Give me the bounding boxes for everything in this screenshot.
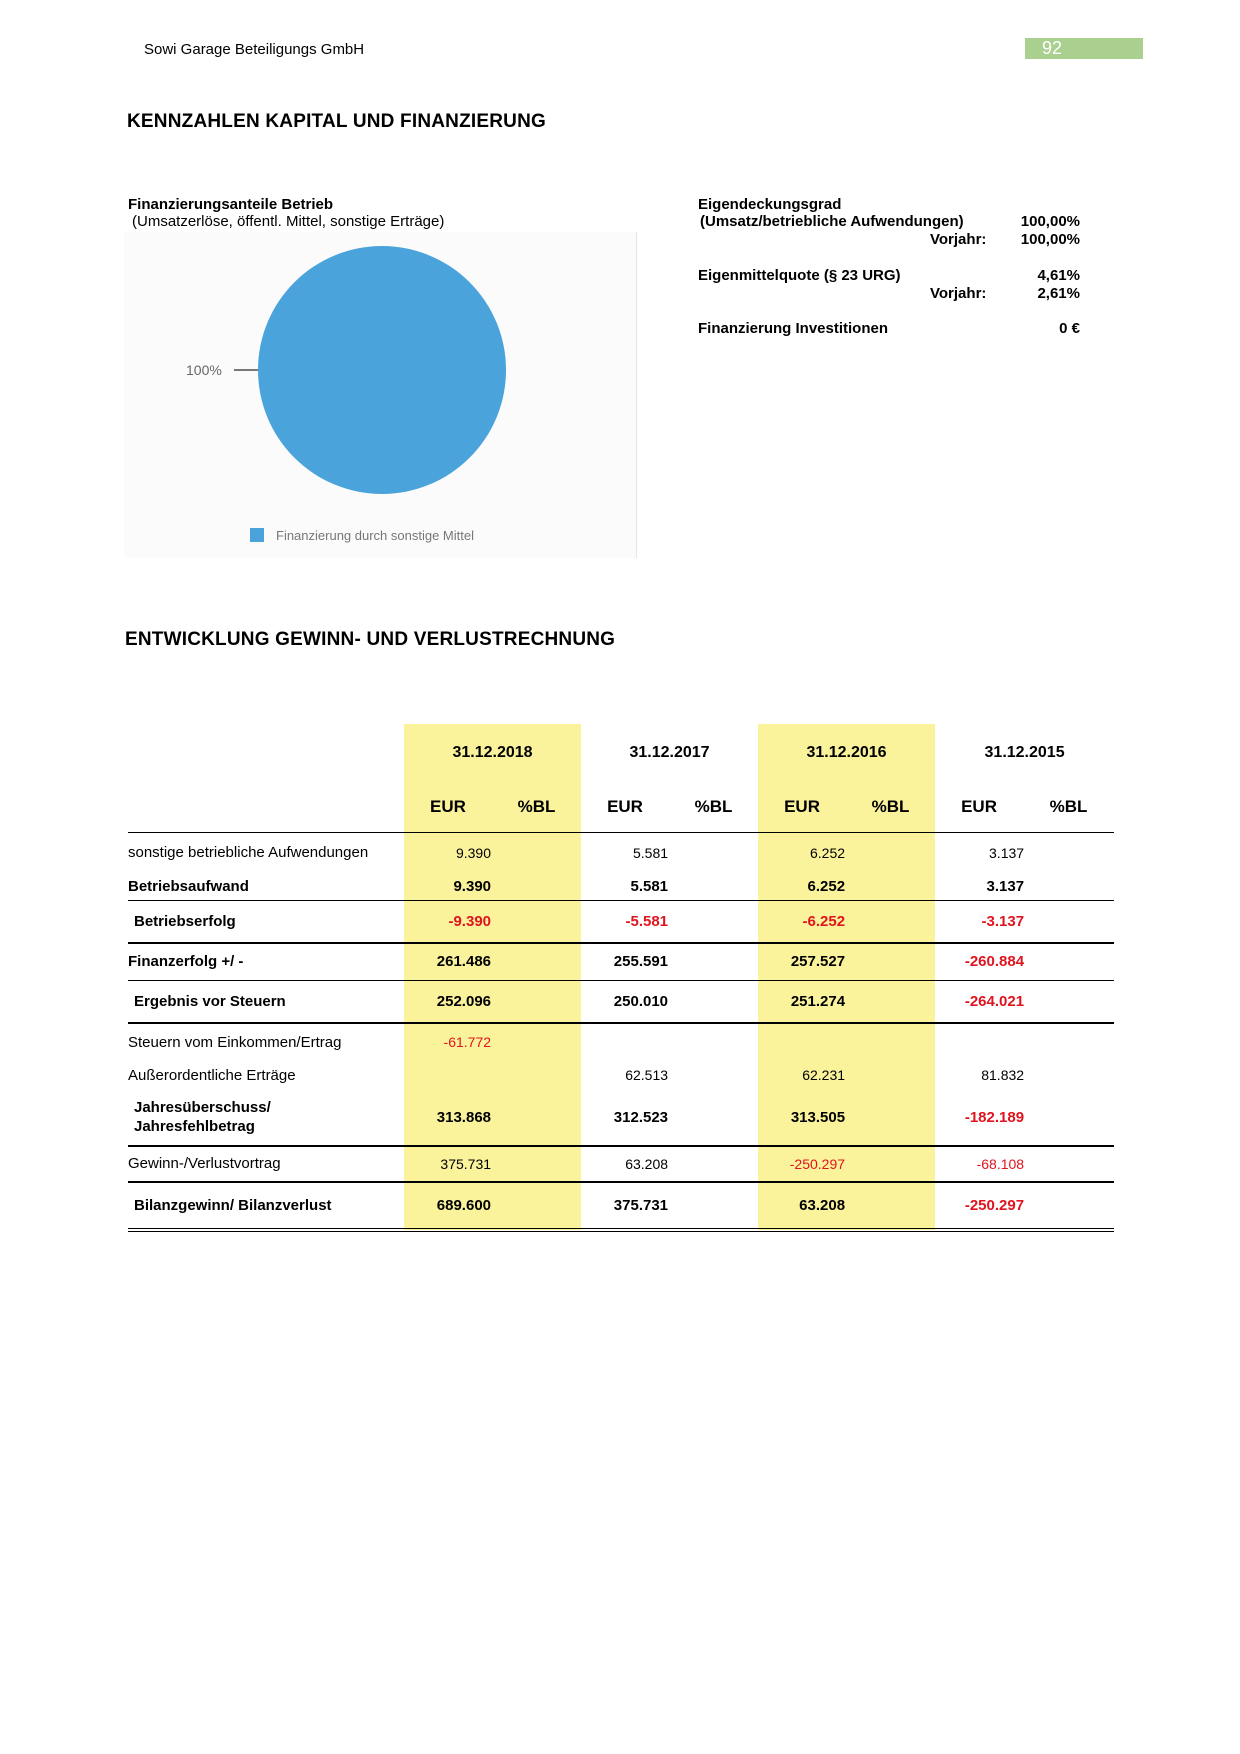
table-row xyxy=(128,1061,1114,1090)
cell-value: -264.021 xyxy=(935,981,1114,1023)
pie-data-label: 100% xyxy=(186,362,222,378)
row-label xyxy=(128,1090,404,1146)
col-header-eur: EUR xyxy=(961,797,997,816)
cell-value: -68.108 xyxy=(935,1146,1114,1182)
cell-value: 313.868 xyxy=(404,1090,581,1146)
row-label: Ergebnis vor Steuern xyxy=(128,981,404,1023)
table-row xyxy=(128,1182,1114,1230)
company-name: Sowi Garage Beteiligungs GmbH xyxy=(144,41,365,58)
col-header-pbl: %BL xyxy=(846,782,935,833)
cell-value: -3.137 xyxy=(935,901,1114,943)
col-header-eur: EUR xyxy=(758,782,846,833)
col-header-date: 31.12.2018 xyxy=(404,724,581,782)
kpi-eigendeckungsgrad-prev-value: 100,00% xyxy=(1020,231,1080,248)
cell-value: 312.523 xyxy=(613,1108,669,1126)
col-header-pbl: %BL xyxy=(694,797,733,816)
legend-label: Finanzierung durch sonstige Mittel xyxy=(276,528,474,543)
cell-value: 261.486 xyxy=(404,943,581,981)
chart-title: Finanzierungsanteile Betrieb xyxy=(128,196,334,213)
table-row xyxy=(128,1023,1114,1061)
cell-value: 250.010 xyxy=(581,981,758,1023)
row-label-line1: Jahresüberschuss/ xyxy=(134,1099,271,1116)
pie-chart-panel xyxy=(124,232,637,558)
col-header-pbl: %BL xyxy=(492,782,581,833)
row-label: Steuern vom Einkommen/Ertrag xyxy=(128,1023,404,1061)
table-row xyxy=(128,1090,1114,1146)
legend-swatch xyxy=(250,528,264,542)
cell-value: -250.297 xyxy=(758,1146,935,1182)
cell-value: 3.137 xyxy=(935,833,1114,873)
table-row xyxy=(128,981,1114,1023)
col-header-date: 31.12.2015 xyxy=(984,744,1065,761)
section-title-kennzahlen: KENNZAHLEN KAPITAL UND FINANZIERUNG xyxy=(127,111,547,132)
kpi-eigenmittelquote-title: Eigenmittelquote (§ 23 URG) xyxy=(698,267,901,284)
cell-value xyxy=(935,1023,1114,1061)
col-header-pbl: %BL xyxy=(1049,797,1088,816)
cell-value: -182.189 xyxy=(964,1108,1025,1126)
row-label: sonstige betriebliche Aufwendungen xyxy=(128,833,404,873)
cell-value: 6.252 xyxy=(758,873,935,901)
section-title-guv: ENTWICKLUNG GEWINN- UND VERLUSTRECHNUNG xyxy=(125,629,616,650)
pie-chart xyxy=(124,232,636,558)
cell-value: -61.772 xyxy=(404,1023,581,1061)
cell-value: 251.274 xyxy=(758,981,935,1023)
chart-subtitle: (Umsatzerlöse, öffentl. Mittel, sonstige Erträge) xyxy=(132,213,445,230)
cell-value: 9.390 xyxy=(404,873,581,901)
cell-value: 689.600 xyxy=(404,1182,581,1230)
table-row xyxy=(128,901,1114,943)
pie-slice-sonstige-mittel xyxy=(258,246,506,494)
cell-value: 81.832 xyxy=(981,1067,1025,1083)
cell-value: -9.390 xyxy=(404,901,581,943)
cell-value: 255.591 xyxy=(581,943,758,981)
page-number-badge: 92 xyxy=(1025,38,1143,59)
cell-value: -6.252 xyxy=(758,901,935,943)
row-label: Gewinn-/Verlustvortrag xyxy=(128,1146,404,1182)
col-header-date: 31.12.2017 xyxy=(629,744,710,761)
cell-value xyxy=(581,1023,758,1061)
table-row xyxy=(128,1146,1114,1182)
cell-value xyxy=(758,1023,935,1061)
cell-value: 9.390 xyxy=(404,833,581,873)
table-row-dates xyxy=(128,724,1114,782)
row-label: Außerordentliche Erträge xyxy=(128,1066,296,1084)
cell-value: 257.527 xyxy=(758,943,935,981)
kpi-eigendeckungsgrad-prev-label: Vorjahr: xyxy=(930,231,987,248)
cell-value: 375.731 xyxy=(581,1182,758,1230)
row-label-line2: Jahresfehlbetrag xyxy=(134,1118,255,1135)
cell-value: 63.208 xyxy=(758,1182,935,1230)
cell-value: -260.884 xyxy=(935,943,1114,981)
table-row-currency xyxy=(128,782,1114,833)
row-label: Betriebserfolg xyxy=(128,901,404,943)
col-header-eur: EUR xyxy=(404,782,492,833)
table-row xyxy=(128,873,1114,901)
col-header-eur: EUR xyxy=(607,797,643,816)
cell-value: 5.581 xyxy=(581,833,758,873)
kpi-eigendeckungsgrad-title: Eigendeckungsgrad xyxy=(698,196,842,213)
row-label: Betriebsaufwand xyxy=(128,877,249,895)
kpi-investitionen-value: 0 € xyxy=(1059,320,1080,337)
cell-value: 3.137 xyxy=(986,877,1025,895)
kpi-eigenmittelquote-value: 4,61% xyxy=(1037,267,1080,284)
cell-value: 313.505 xyxy=(758,1090,935,1146)
row-label: Finanzerfolg +/ - xyxy=(128,943,404,981)
cell-value: -250.297 xyxy=(935,1182,1114,1230)
row-label: Bilanzgewinn/ Bilanzverlust xyxy=(128,1182,404,1230)
table-row xyxy=(128,943,1114,981)
kpi-eigenmittelquote-prev-value: 2,61% xyxy=(1037,285,1080,302)
table-row xyxy=(128,833,1114,873)
cell-value: 63.208 xyxy=(581,1146,758,1182)
kpi-investitionen-title: Finanzierung Investitionen xyxy=(698,320,889,337)
cell-value: 62.231 xyxy=(758,1061,935,1090)
cell-value: 252.096 xyxy=(404,981,581,1023)
cell-value: 6.252 xyxy=(758,833,935,873)
kpi-eigendeckungsgrad-value: 100,00% xyxy=(1020,213,1080,230)
cell-value: -5.581 xyxy=(581,901,758,943)
kpi-eigendeckungsgrad-subtitle: (Umsatz/betriebliche Aufwendungen) xyxy=(700,213,964,230)
cell-value xyxy=(404,1061,581,1090)
col-header-date: 31.12.2016 xyxy=(758,724,935,782)
cell-value: 375.731 xyxy=(404,1146,581,1182)
cell-value: 5.581 xyxy=(630,877,669,895)
guv-table xyxy=(128,724,1114,1232)
cell-value: 62.513 xyxy=(625,1067,669,1083)
kpi-eigenmittelquote-prev-label: Vorjahr: xyxy=(930,285,987,302)
